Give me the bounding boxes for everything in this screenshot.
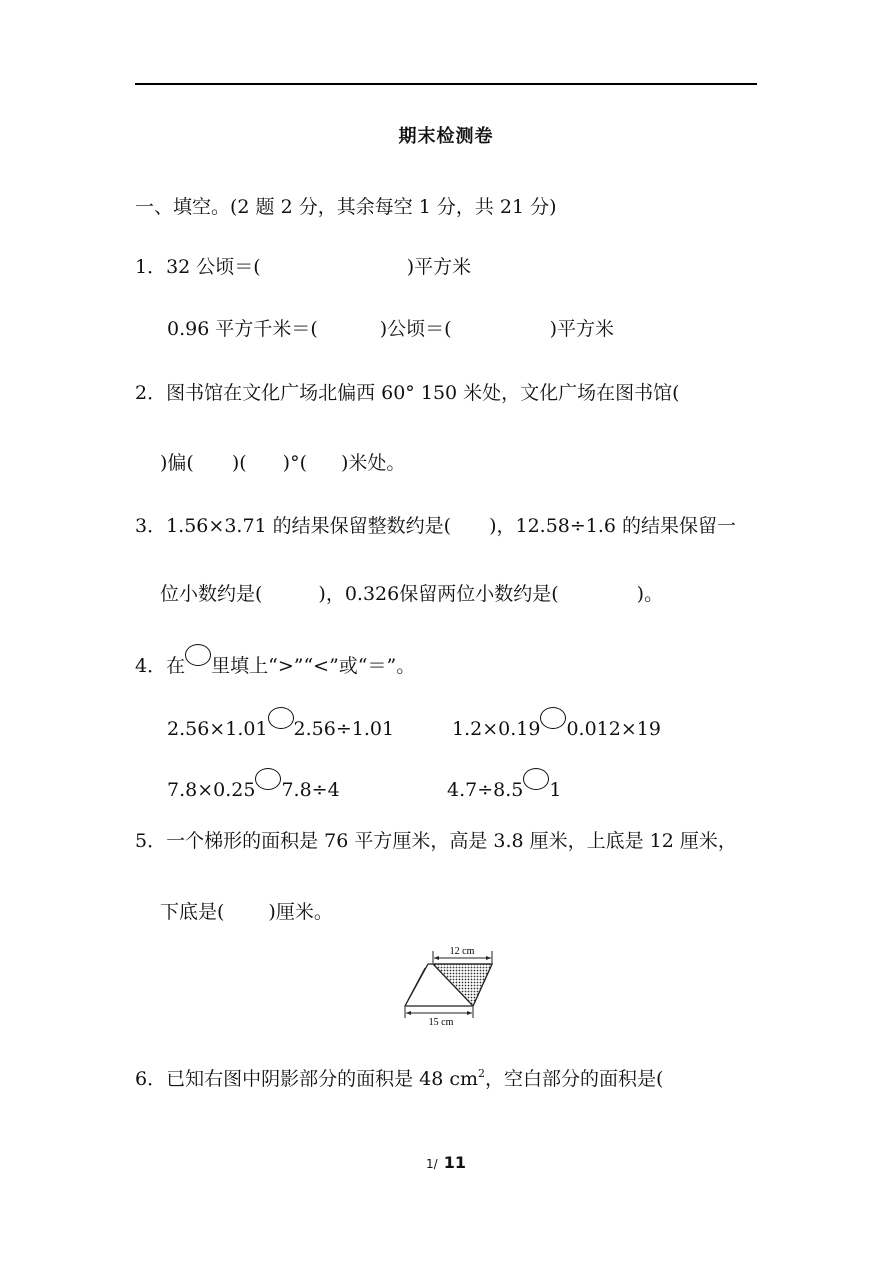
q6-text: ，空白部分的面积是(: [485, 1068, 664, 1090]
q1-text: )平方米: [406, 256, 472, 278]
dim-arrow: [434, 956, 439, 960]
question-number: 2．: [135, 382, 167, 404]
compare-circle: [185, 644, 211, 666]
dim-label-bottom: 15 cm: [428, 1017, 454, 1028]
compare-left: 4.7÷8.5: [447, 779, 524, 801]
compare-left: 1.2×0.19: [452, 718, 541, 740]
question-number: 1．: [135, 256, 167, 278]
question-number: 4．: [135, 655, 167, 677]
compare-right: 2.56÷1.01: [293, 718, 395, 740]
q4-text: 里填上“>”“<”或“＝”。: [211, 655, 416, 677]
q2-text: )°(: [282, 452, 307, 474]
q3-text: 位小数约是(: [160, 583, 263, 605]
q3-text: 1.56×3.71 的结果保留整数约是(: [166, 515, 452, 537]
q3-text: )。: [636, 583, 664, 605]
question-2-line-1: [135, 384, 680, 403]
parallelogram-figure: [395, 942, 505, 1028]
edge-shadow: [408, 968, 425, 1000]
page-footer: [0, 1153, 892, 1172]
q1-text: )公顷＝(: [379, 318, 452, 340]
compare-right: 1: [549, 779, 562, 801]
header-rule: [135, 83, 757, 85]
question-number: 5．: [135, 830, 167, 852]
compare-circle[interactable]: [255, 768, 281, 790]
compare-item-4: [447, 768, 561, 800]
q1-text: 0.96 平方千米＝(: [167, 318, 318, 340]
compare-circle[interactable]: [540, 707, 566, 729]
compare-right: 7.8÷4: [281, 779, 340, 801]
question-6-line-1: [135, 1068, 663, 1089]
compare-item-2: [452, 707, 661, 739]
dim-arrow: [406, 1011, 411, 1015]
page-title: 期末检测卷: [398, 126, 494, 147]
q3-text: )，0.326保留两位小数约是(: [318, 583, 559, 605]
dim-label-top: 12 cm: [449, 946, 475, 957]
q5-text: )厘米。: [268, 901, 333, 923]
q3-text: )，12.58÷1.6 的结果保留一: [489, 515, 737, 537]
page-number: 1/: [426, 1157, 438, 1171]
superscript: 2: [478, 1067, 486, 1080]
q2-text: 图书馆在文化广场北偏西 60° 150 米处，文化广场在图书馆(: [166, 382, 680, 404]
q6-text: 已知右图中阴影部分的面积是 48 cm: [166, 1068, 479, 1090]
question-3-line-2: [160, 585, 663, 604]
compare-circle[interactable]: [268, 707, 294, 729]
section-heading: 一、填空。(2 题 2 分，其余每空 1 分，共 21 分): [135, 196, 557, 218]
question-4-intro: [135, 644, 415, 676]
q5-text: 下底是(: [160, 901, 225, 923]
compare-right: 0.012×19: [566, 718, 661, 740]
question-5-line-1: [135, 832, 737, 851]
question-3-line-1: [135, 517, 736, 536]
q1-text: 32 公顷＝(: [166, 256, 261, 278]
q5-text: 一个梯形的面积是 76 平方厘米，高是 3.8 厘米，上底是 12 厘米，: [166, 830, 737, 852]
dim-arrow: [486, 956, 491, 960]
q1-text: )平方米: [549, 318, 615, 340]
question-1-line-2: [167, 320, 614, 339]
page-total: 11: [443, 1153, 466, 1172]
compare-item-1: [167, 707, 394, 739]
q2-text: )米处。: [340, 452, 406, 474]
question-1-line-1: [135, 258, 471, 277]
question-number: 6．: [135, 1068, 167, 1090]
q2-text: )偏(: [160, 452, 194, 474]
compare-item-3: [167, 768, 340, 800]
compare-left: 7.8×0.25: [167, 779, 256, 801]
q2-text: )(: [231, 452, 247, 474]
question-5-line-2: [160, 903, 333, 922]
q4-text: 在: [166, 655, 186, 677]
compare-circle[interactable]: [523, 768, 549, 790]
question-number: 3．: [135, 515, 167, 537]
shaded-triangle: [433, 964, 492, 1006]
question-2-line-2: [160, 454, 405, 473]
dim-arrow: [467, 1011, 472, 1015]
compare-left: 2.56×1.01: [167, 718, 268, 740]
